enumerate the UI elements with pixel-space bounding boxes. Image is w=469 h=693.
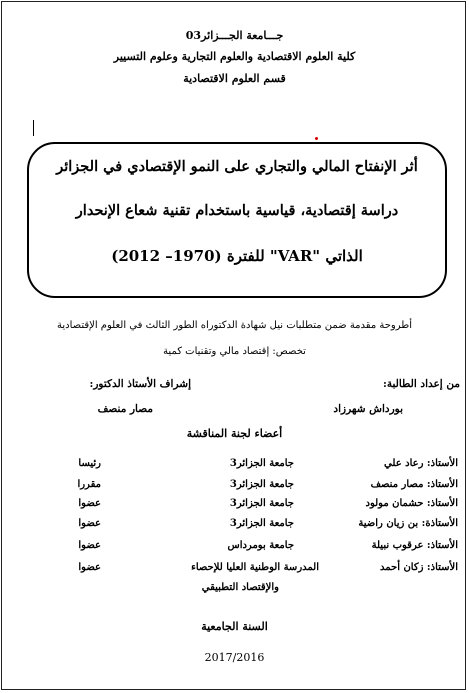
member-institution-line2: والإقتصاد التطبيقي (201, 582, 279, 593)
member-name: الأستاذة: بن زيان راضية (358, 518, 458, 529)
member-role: عضوا (78, 562, 101, 573)
member-role: رئيسا (78, 458, 101, 469)
student-label: من إعداد الطالبة: (382, 378, 460, 390)
title-line-3: الذاتي "VAR" للفترة (1970– 2012) (111, 247, 363, 265)
academic-year: 2017/2016 (204, 651, 265, 664)
university-name: جـــامعة الجـــزائر03 (185, 29, 284, 42)
faculty-name: كلية العلوم الاقتصادية والعلوم التجارية وعلوم التسيير (113, 50, 356, 63)
member-institution: جامعة الجزائر3 (229, 518, 294, 529)
supervisor-label: إشراف الأستاذ الدكتور: (89, 378, 191, 390)
member-name: الأستاذ: زكان أحمد (379, 562, 458, 573)
title-box (27, 142, 447, 298)
member-institution: جامعة بومرداس (227, 540, 294, 551)
supervisor-name: مصار منصف (97, 403, 153, 415)
member-institution: المدرسة الوطنية العليا للإحصاء (191, 562, 319, 573)
title-line-2: دراسة إقتصادية، قياسية باستخدام تقنية شعاع الإنحدار (75, 202, 399, 219)
member-role: مقررا (77, 479, 101, 490)
thesis-specialty: تخصص: إقتصاد مالي وتقنيات كمية (163, 346, 306, 357)
red-mark (315, 137, 318, 140)
member-institution: جامعة الجزائر3 (229, 479, 294, 490)
member-name: الأستاذ: حشمان مولود (365, 498, 458, 509)
title-line-1: أثر الإنفتاح المالي والتجاري على النمو الإقتصادي في الجزائر (56, 158, 418, 175)
member-institution: جامعة الجزائر3 (229, 458, 294, 469)
member-role: عضوا (78, 498, 101, 509)
member-name: الأستاذ: مصار منصف (370, 479, 458, 490)
member-role: عضوا (78, 518, 101, 529)
member-role: عضوا (78, 540, 101, 551)
member-institution: جامعة الجزائر3 (229, 498, 294, 509)
department-name: قسم العلوم الاقتصادية (183, 72, 286, 85)
member-name: الأستاذ: رعاد علي (384, 458, 458, 469)
academic-year-label: السنة الجامعية (201, 620, 268, 633)
student-name: بورداش شهرزاد (333, 403, 403, 415)
text-cursor (33, 120, 34, 136)
member-name: الأستاذ: عرقوب نبيلة (371, 540, 458, 551)
committee-heading: أعضاء لجنة المناقشة (186, 427, 283, 440)
thesis-description: أطروحة مقدمة ضمن متطلبات نيل شهادة الدكتوراه الطور الثالث في العلوم الإقتصادية (57, 320, 412, 331)
